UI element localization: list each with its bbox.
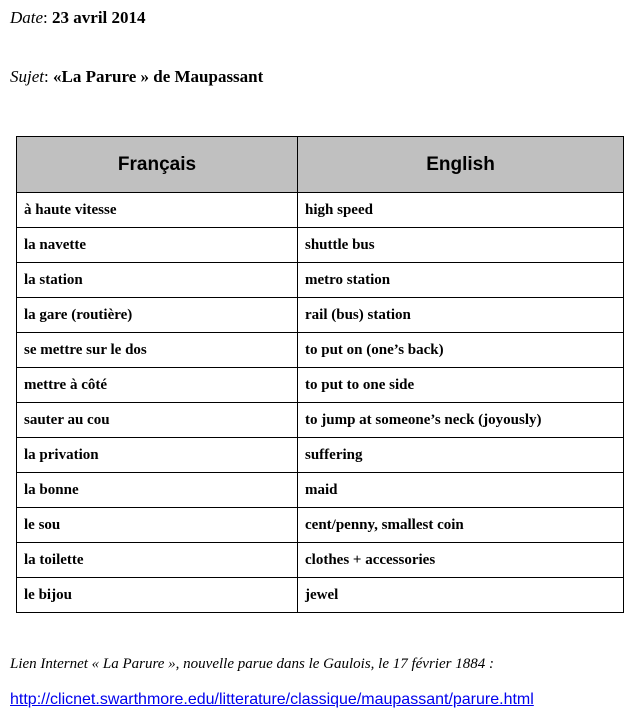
vocabulary-table [16, 136, 624, 613]
cell-french: la bonne [17, 473, 298, 508]
table-row [17, 438, 624, 473]
cell-english: high speed [298, 193, 624, 228]
cell-french: la privation [17, 438, 298, 473]
cell-french: la station [17, 263, 298, 298]
cell-french: mettre à côté [17, 368, 298, 403]
table-header-row [17, 137, 624, 193]
cell-english: metro station [298, 263, 624, 298]
cell-french: le bijou [17, 578, 298, 613]
cell-french: à haute vitesse [17, 193, 298, 228]
column-header-english: English [298, 137, 624, 193]
cell-english: cent/penny, smallest coin [298, 508, 624, 543]
cell-english: shuttle bus [298, 228, 624, 263]
date-label: Date [10, 8, 44, 27]
source-link[interactable]: http://clicnet.swarthmore.edu/litterature/classique/maupassant/parure.html [10, 691, 534, 708]
table-row [17, 578, 624, 613]
subject-value: «La Parure » de Maupassant [52, 67, 264, 86]
table-row [17, 333, 624, 368]
cell-english: to jump at someone’s neck (joyously) [298, 403, 624, 438]
cell-english: to put on (one’s back) [298, 333, 624, 368]
table-row [17, 368, 624, 403]
cell-french: la navette [17, 228, 298, 263]
cell-french: le sou [17, 508, 298, 543]
table-row [17, 543, 624, 578]
cell-english: rail (bus) station [298, 298, 624, 333]
cell-french: sauter au cou [17, 403, 298, 438]
table-row [17, 298, 624, 333]
table-row [17, 228, 624, 263]
table-row [17, 193, 624, 228]
column-header-french: Français [17, 137, 298, 193]
cell-french: la toilette [17, 543, 298, 578]
subject-line: Sujet: «La Parure » de Maupassant [10, 67, 264, 86]
cell-english: jewel [298, 578, 624, 613]
cell-english: suffering [298, 438, 624, 473]
cell-french: la gare (routière) [17, 298, 298, 333]
table-row [17, 508, 624, 543]
date-line: Date: 23 avril 2014 [10, 8, 146, 27]
subject-label: Sujet [10, 67, 44, 86]
table-row [17, 403, 624, 438]
cell-english: clothes + accessories [298, 543, 624, 578]
table-row [17, 473, 624, 508]
source-note: Lien Internet « La Parure », nouvelle parue dans le Gaulois, le 17 février 1884 : [10, 656, 494, 672]
cell-french: se mettre sur le dos [17, 333, 298, 368]
date-value: 23 avril 2014 [52, 8, 146, 27]
table-row [17, 263, 624, 298]
cell-english: maid [298, 473, 624, 508]
table-body [17, 193, 624, 613]
cell-english: to put to one side [298, 368, 624, 403]
